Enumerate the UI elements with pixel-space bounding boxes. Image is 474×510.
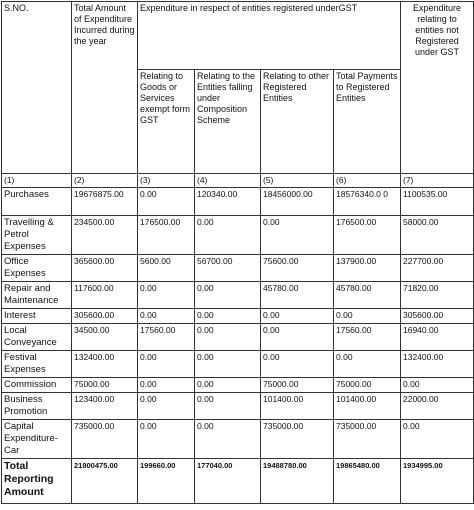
cell-not-registered: 0.00 <box>401 420 474 459</box>
total-cell-not-registered: 1934995.00 <box>401 459 474 504</box>
row-label: Business Promotion <box>2 393 72 420</box>
column-number: (2) <box>72 174 138 188</box>
cell-other-registered: 0.00 <box>261 309 334 324</box>
cell-other-registered: 45780.00 <box>261 282 334 309</box>
table-row <box>2 188 474 216</box>
cell-exempt: 5600.00 <box>138 255 195 282</box>
cell-not-registered: 1100535.00 <box>401 188 474 216</box>
cell-total-amount: 19676875.00 <box>72 188 138 216</box>
cell-total-registered: 45780.00 <box>334 282 401 309</box>
row-label: Local Conveyance <box>2 324 72 351</box>
cell-total-amount: 123400.00 <box>72 393 138 420</box>
cell-other-registered: 101400.00 <box>261 393 334 420</box>
cell-composition: 0.00 <box>195 324 261 351</box>
table-row <box>2 393 474 420</box>
cell-total-amount: 132400.00 <box>72 351 138 378</box>
row-label: Office Expenses <box>2 255 72 282</box>
cell-composition: 0.00 <box>195 378 261 393</box>
cell-other-registered: 0.00 <box>261 324 334 351</box>
cell-exempt: 0.00 <box>138 188 195 216</box>
total-cell-exempt: 199660.00 <box>138 459 195 504</box>
total-cell-other-registered: 19488780.00 <box>261 459 334 504</box>
header-total-payments: Total Payments to Registered Entities <box>334 70 401 174</box>
cell-total-registered: 137900.00 <box>334 255 401 282</box>
cell-not-registered: 16940.00 <box>401 324 474 351</box>
cell-total-registered: 176500.00 <box>334 216 401 255</box>
cell-total-registered: 0.00 <box>334 309 401 324</box>
column-number-row <box>2 174 474 188</box>
row-label: Interest <box>2 309 72 324</box>
table-row <box>2 378 474 393</box>
cell-not-registered: 58000.00 <box>401 216 474 255</box>
cell-total-registered: 101400.00 <box>334 393 401 420</box>
cell-exempt: 17560.00 <box>138 324 195 351</box>
cell-total-registered: 18576340.0 0 <box>334 188 401 216</box>
table-row <box>2 216 474 255</box>
column-number: (5) <box>261 174 334 188</box>
row-label: Festival Expenses <box>2 351 72 378</box>
row-label: Capital Expenditure-Car <box>2 420 72 459</box>
cell-total-amount: 75000.00 <box>72 378 138 393</box>
cell-exempt: 0.00 <box>138 378 195 393</box>
cell-composition: 0.00 <box>195 309 261 324</box>
header-composition: Relating to the Entities falling under Composition Scheme <box>195 70 261 174</box>
column-number: (4) <box>195 174 261 188</box>
header-exempt: Relating to Goods or Services exempt form GST <box>138 70 195 174</box>
header-sno: S.NO. <box>2 2 72 174</box>
total-row-label: Total Reporting Amount <box>2 459 72 504</box>
row-label: Purchases <box>2 188 72 216</box>
cell-other-registered: 18456000.00 <box>261 188 334 216</box>
total-cell-total-registered: 19865480.00 <box>334 459 401 504</box>
cell-composition: 0.00 <box>195 420 261 459</box>
table-row <box>2 309 474 324</box>
column-number: (1) <box>2 174 72 188</box>
cell-other-registered: 0.00 <box>261 351 334 378</box>
cell-total-amount: 735000.00 <box>72 420 138 459</box>
cell-exempt: 0.00 <box>138 393 195 420</box>
header-other-registered: Relating to other Registered Entities <box>261 70 334 174</box>
cell-total-amount: 365600.00 <box>72 255 138 282</box>
cell-not-registered: 0.00 <box>401 378 474 393</box>
cell-other-registered: 75600.00 <box>261 255 334 282</box>
cell-not-registered: 71820.00 <box>401 282 474 309</box>
cell-total-amount: 234500.00 <box>72 216 138 255</box>
column-number: (3) <box>138 174 195 188</box>
cell-composition: 120340.00 <box>195 188 261 216</box>
table-row <box>2 420 474 459</box>
cell-not-registered: 305600.00 <box>401 309 474 324</box>
header-not-registered: Expenditure relating to entities not Registered under GST <box>401 2 474 174</box>
table-row <box>2 282 474 309</box>
column-number: (6) <box>334 174 401 188</box>
cell-composition: 0.00 <box>195 393 261 420</box>
cell-composition: 0.00 <box>195 216 261 255</box>
cell-other-registered: 0.00 <box>261 216 334 255</box>
table-row <box>2 351 474 378</box>
cell-total-amount: 305600.00 <box>72 309 138 324</box>
header-total-amount: Total Amount of Expenditure Incurred during the year <box>72 2 138 174</box>
cell-exempt: 0.00 <box>138 309 195 324</box>
cell-total-registered: 17560.00 <box>334 324 401 351</box>
gst-expenditure-table <box>1 1 474 504</box>
total-cell-composition: 177040.00 <box>195 459 261 504</box>
cell-total-amount: 34500.00 <box>72 324 138 351</box>
table-row <box>2 255 474 282</box>
cell-composition: 0.00 <box>195 282 261 309</box>
cell-exempt: 0.00 <box>138 351 195 378</box>
total-row <box>2 459 474 504</box>
cell-not-registered: 132400.00 <box>401 351 474 378</box>
cell-total-registered: 735000.00 <box>334 420 401 459</box>
cell-not-registered: 22000.00 <box>401 393 474 420</box>
row-label: Repair and Maintenance <box>2 282 72 309</box>
cell-other-registered: 75000.00 <box>261 378 334 393</box>
total-cell-total-amount: 21800475.00 <box>72 459 138 504</box>
cell-other-registered: 735000.00 <box>261 420 334 459</box>
cell-exempt: 0.00 <box>138 420 195 459</box>
cell-exempt: 0.00 <box>138 282 195 309</box>
row-label: Travelling & Petrol Expenses <box>2 216 72 255</box>
cell-composition: 0.00 <box>195 351 261 378</box>
header-registered-group: Expenditure in respect of entities registered underGST <box>138 2 401 70</box>
cell-total-registered: 75000.00 <box>334 378 401 393</box>
row-label: Commission <box>2 378 72 393</box>
cell-not-registered: 227700.00 <box>401 255 474 282</box>
cell-total-registered: 0.00 <box>334 351 401 378</box>
header-row-1 <box>2 2 474 70</box>
table-row <box>2 324 474 351</box>
cell-composition: 56700.00 <box>195 255 261 282</box>
cell-total-amount: 117600.00 <box>72 282 138 309</box>
column-number: (7) <box>401 174 474 188</box>
cell-exempt: 176500.00 <box>138 216 195 255</box>
